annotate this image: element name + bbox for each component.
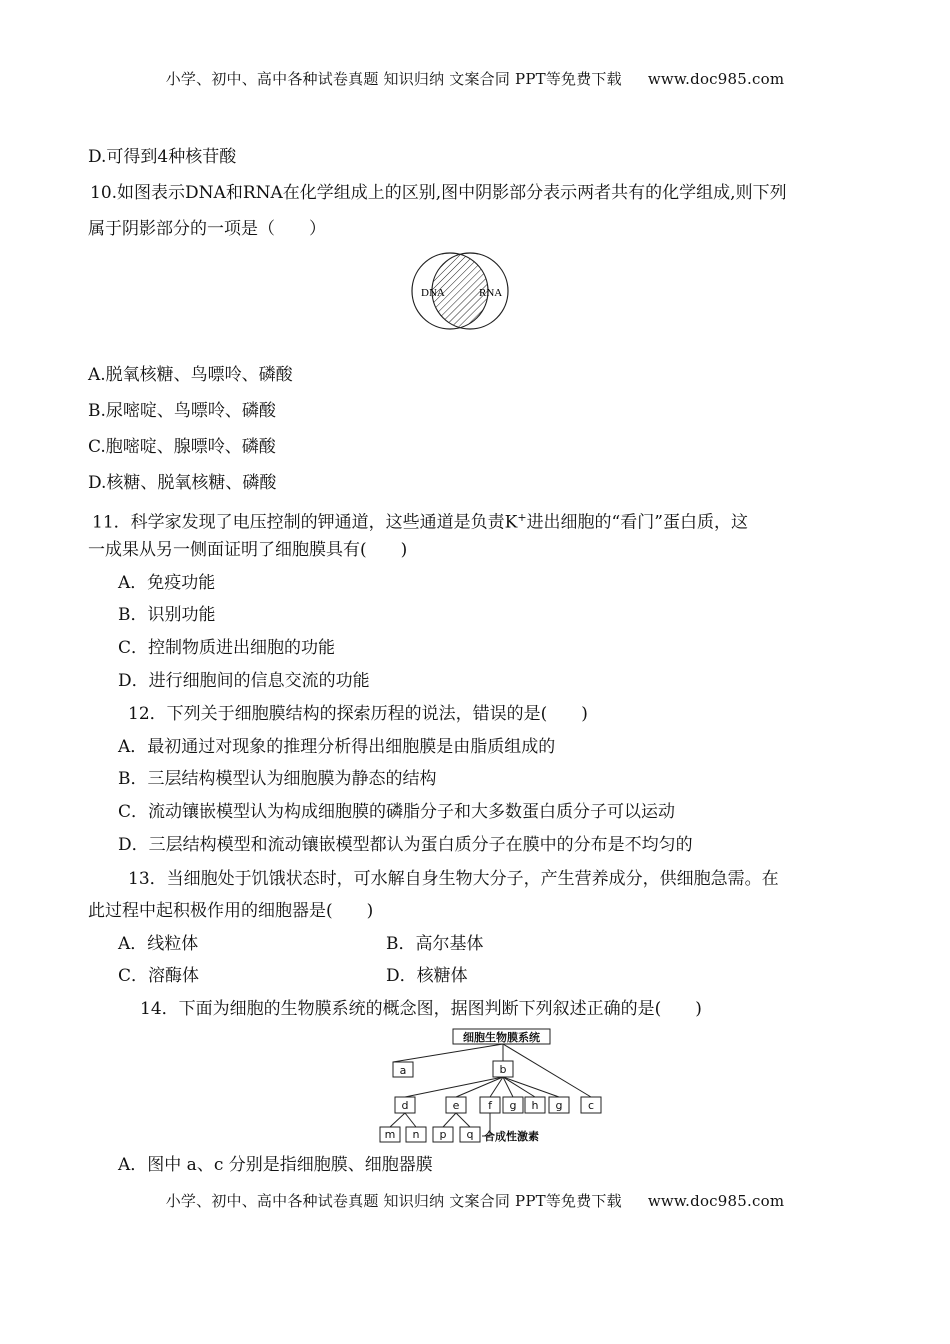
page-footer	[0, 1190, 950, 1211]
q12-option-b: B．三层结构模型认为细胞膜为静态的结构	[118, 769, 437, 789]
q13-option-d: D．核糖体	[386, 966, 468, 986]
q13-stem-line2: 此过程中起积极作用的细胞器是( )	[88, 901, 374, 921]
diagram-node-g2: g	[555, 1099, 563, 1112]
diagram-node-e: e	[452, 1099, 460, 1112]
diagram-node-c: c	[587, 1099, 595, 1112]
q11-superscript: +	[517, 511, 527, 524]
q11-stem-line2: 一成果从另一侧面证明了细胞膜具有( )	[88, 540, 408, 560]
q10-option-c: C.胞嘧啶、腺嘌呤、磷酸	[88, 437, 276, 457]
footer-text: 小学、初中、高中各种试卷真题 知识归纳 文案合同 PPT等免费下载	[165, 1192, 622, 1210]
diagram-node-m: m	[384, 1128, 396, 1141]
q11-stem-part2: 进出细胞的“看门”蛋白质，这	[526, 512, 748, 533]
q10-stem-line2: 属于阴影部分的一项是（ ）	[88, 219, 326, 239]
q11-option-a: A．免疫功能	[118, 573, 216, 593]
q10-option-b: B.尿嘧啶、鸟嘌呤、磷酸	[88, 401, 276, 421]
diagram-node-p: p	[439, 1128, 447, 1141]
q12-stem: 12．下列关于细胞膜结构的探索历程的说法，错误的是( )	[128, 704, 588, 724]
diagram-node-q: q	[466, 1128, 474, 1141]
q11-option-b: B．识别功能	[118, 605, 216, 625]
page-header	[0, 68, 950, 89]
q13-option-c: C．溶酶体	[118, 966, 200, 986]
q12-option-d: D．三层结构模型和流动镶嵌模型都认为蛋白质分子在膜中的分布是不均匀的	[118, 835, 693, 855]
diagram-node-h: h	[531, 1099, 539, 1112]
q9-option-d: D.可得到4种核苷酸	[88, 147, 237, 167]
venn-label-dna: DNA	[421, 287, 445, 299]
footer-site: www.doc985.com	[647, 1192, 785, 1210]
diagram-node-f: f	[488, 1099, 492, 1112]
q10-option-a: A.脱氧核糖、鸟嘌呤、磷酸	[88, 365, 293, 385]
diagram-node-g1: g	[509, 1099, 517, 1112]
diagram-hormone-label: 合成性激素	[484, 1130, 539, 1143]
header-site: www.doc985.com	[647, 70, 785, 88]
q13-stem-line1: 13．当细胞处于饥饿状态时，可水解自身生物大分子，产生营养成分，供细胞急需。在	[128, 869, 779, 889]
q12-option-c: C．流动镶嵌模型认为构成细胞膜的磷脂分子和大多数蛋白质分子可以运动	[118, 802, 676, 822]
q13-option-b: B．高尔基体	[386, 934, 484, 954]
q14-option-a: A．图中 a、c 分别是指细胞膜、细胞器膜	[118, 1155, 433, 1175]
diagram-node-n: n	[412, 1128, 420, 1141]
diagram-root-label: 细胞生物膜系统	[463, 1031, 540, 1044]
header-text: 小学、初中、高中各种试卷真题 知识归纳 文案合同 PPT等免费下载	[165, 70, 622, 88]
q10-stem-line1: 10.如图表示DNA和RNA在化学组成上的区别,图中阴影部分表示两者共有的化学组成,则下列	[90, 183, 787, 203]
dna-rna-venn-diagram	[410, 248, 510, 334]
diagram-node-b: b	[499, 1063, 507, 1076]
q14-stem: 14．下面为细胞的生物膜系统的概念图，据图判断下列叙述正确的是( )	[140, 999, 702, 1019]
diagram-node-a: a	[399, 1064, 407, 1077]
q10-option-d: D.核糖、脱氧核糖、磷酸	[88, 473, 277, 493]
q11-stem-part1: 11．科学家发现了电压控制的钾通道，这些通道是负责K	[92, 512, 518, 533]
q11-option-c: C．控制物质进出细胞的功能	[118, 638, 336, 658]
venn-label-rna: RNA	[479, 287, 503, 299]
diagram-node-d: d	[401, 1099, 409, 1112]
q12-option-a: A．最初通过对现象的推理分析得出细胞膜是由脂质组成的	[118, 737, 556, 757]
q13-option-a: A．线粒体	[118, 934, 199, 954]
q11-stem-line1	[92, 507, 748, 534]
biomembrane-concept-diagram	[378, 1024, 618, 1146]
q11-option-d: D．进行细胞间的信息交流的功能	[118, 671, 370, 691]
